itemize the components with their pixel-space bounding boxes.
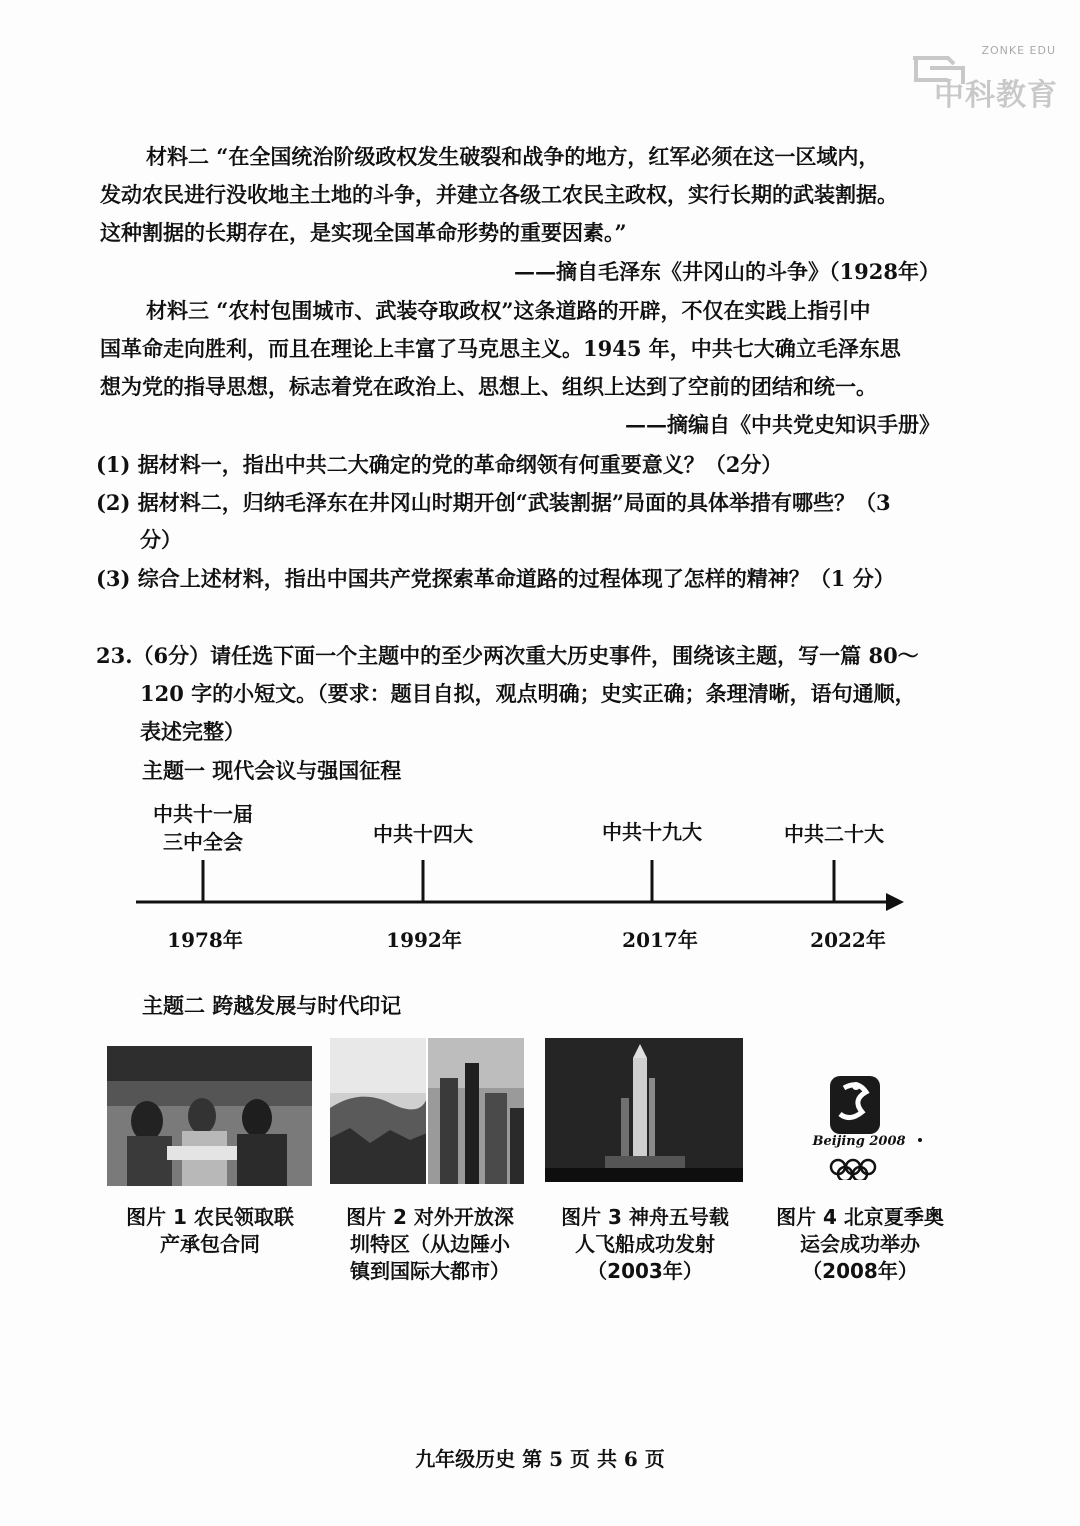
material3-line-3: 想为党的指导思想，标志着党在政治上、思想上、组织上达到了空前的团结和统一。 <box>100 374 877 399</box>
picture-1-caption <box>110 1204 310 1258</box>
picture-2-caption-line-1: 图片 2 对外开放深 <box>346 1205 514 1229</box>
picture-3-caption-line-2: 人飞船成功发射 <box>575 1232 715 1256</box>
olympic-logo-text: Beijing 2008 <box>812 1134 906 1149</box>
picture-4-caption <box>760 1204 960 1285</box>
material3-line-2: 国革命走向胜利，而且在理论上丰富了马克思主义。1945 年，中共七大确立毛泽东思 <box>100 336 901 361</box>
timeline-event-1 <box>133 800 273 856</box>
picture-3-caption-line-1: 图片 3 神舟五号载 <box>561 1205 729 1229</box>
picture-1-farmers <box>107 1046 312 1186</box>
q23-line-1: 23.（6分）请任选下面一个主题中的至少两次重大历史事件，围绕该主题，写一篇 80～ <box>96 643 919 668</box>
question-2-line-1: (2) 据材料二，归纳毛泽东在井冈山时期开创“武装割据”局面的具体举措有哪些？（3 <box>96 490 891 515</box>
timeline-event-1-label-2: 三中全会 <box>163 830 243 854</box>
watermark-en: ZONKE EDU <box>981 44 1056 57</box>
material2-line-3: 这种割据的长期存在，是实现全国革命形势的重要因素。” <box>100 220 627 245</box>
timeline-year-3: 2017年 <box>622 928 698 952</box>
watermark-cn: 中科教育 <box>934 78 1058 113</box>
picture-1-caption-line-2: 产承包合同 <box>160 1232 260 1256</box>
theme1-title: 主题一 现代会议与强国征程 <box>142 759 402 783</box>
timeline-event-1-label-1: 中共十一届 <box>153 802 253 826</box>
material3-line-1: 材料三 “农村包围城市、武装夺取政权”这条道路的开辟，不仅在实践上指引中 <box>146 298 871 323</box>
picture-3-shenzhou5 <box>545 1038 743 1182</box>
picture-2-caption <box>330 1204 530 1285</box>
picture-3-caption-line-3: （2003年） <box>587 1259 703 1283</box>
material3-source: ——摘编自《中共党史知识手册》 <box>625 412 940 437</box>
timeline-year-4: 2022年 <box>810 928 886 952</box>
picture-4-olympics-emblem <box>800 1070 930 1180</box>
material2-source: ——摘自毛泽东《井冈山的斗争》（1928年） <box>514 259 940 284</box>
picture-2-caption-line-3: 镇到国际大都市） <box>350 1259 510 1283</box>
picture-4-caption-line-2: 运会成功举办 <box>800 1232 920 1256</box>
timeline-event-3: 中共十九大 <box>602 820 702 844</box>
timeline-event-4: 中共二十大 <box>784 822 884 846</box>
timeline-year-2: 1992年 <box>386 928 462 952</box>
picture-4-caption-line-3: （2008年） <box>802 1259 918 1283</box>
picture-2-shenzhen <box>330 1038 524 1184</box>
timeline-arrow-icon <box>886 893 904 911</box>
question-2-line-2: 分） <box>140 527 182 552</box>
question-3: (3) 综合上述材料，指出中国共产党探索革命道路的过程体现了怎样的精神？（1 分） <box>96 566 895 591</box>
material2-line-1: 材料二 “在全国统治阶级政权发生破裂和战争的地方，红军必须在这一区域内， <box>146 144 880 169</box>
picture-4-caption-line-1: 图片 4 北京夏季奥 <box>776 1205 944 1229</box>
page-footer: 九年级历史 第 5 页 共 6 页 <box>415 1447 665 1471</box>
q23-line-2: 120 字的小短文。（要求：题目自拟，观点明确；史实正确；条理清晰，语句通顺， <box>140 681 916 706</box>
picture-2-caption-line-2: 圳特区（从边陲小 <box>350 1232 510 1256</box>
question-1: (1) 据材料一，指出中共二大确定的党的革命纲领有何重要意义？（2分） <box>96 452 783 477</box>
theme2-title: 主题二 跨越发展与时代印记 <box>142 994 402 1018</box>
q23-line-3: 表述完整） <box>140 719 245 744</box>
timeline-year-1: 1978年 <box>167 928 243 952</box>
olympic-emblem-icon <box>800 1070 930 1180</box>
picture-3-caption <box>545 1204 745 1285</box>
picture-1-caption-line-1: 图片 1 农民领取联 <box>126 1205 294 1229</box>
timeline-event-2: 中共十四大 <box>373 822 473 846</box>
material2-line-2: 发动农民进行没收地主土地的斗争，并建立各级工农民主政权，实行长期的武装割据。 <box>100 182 898 207</box>
